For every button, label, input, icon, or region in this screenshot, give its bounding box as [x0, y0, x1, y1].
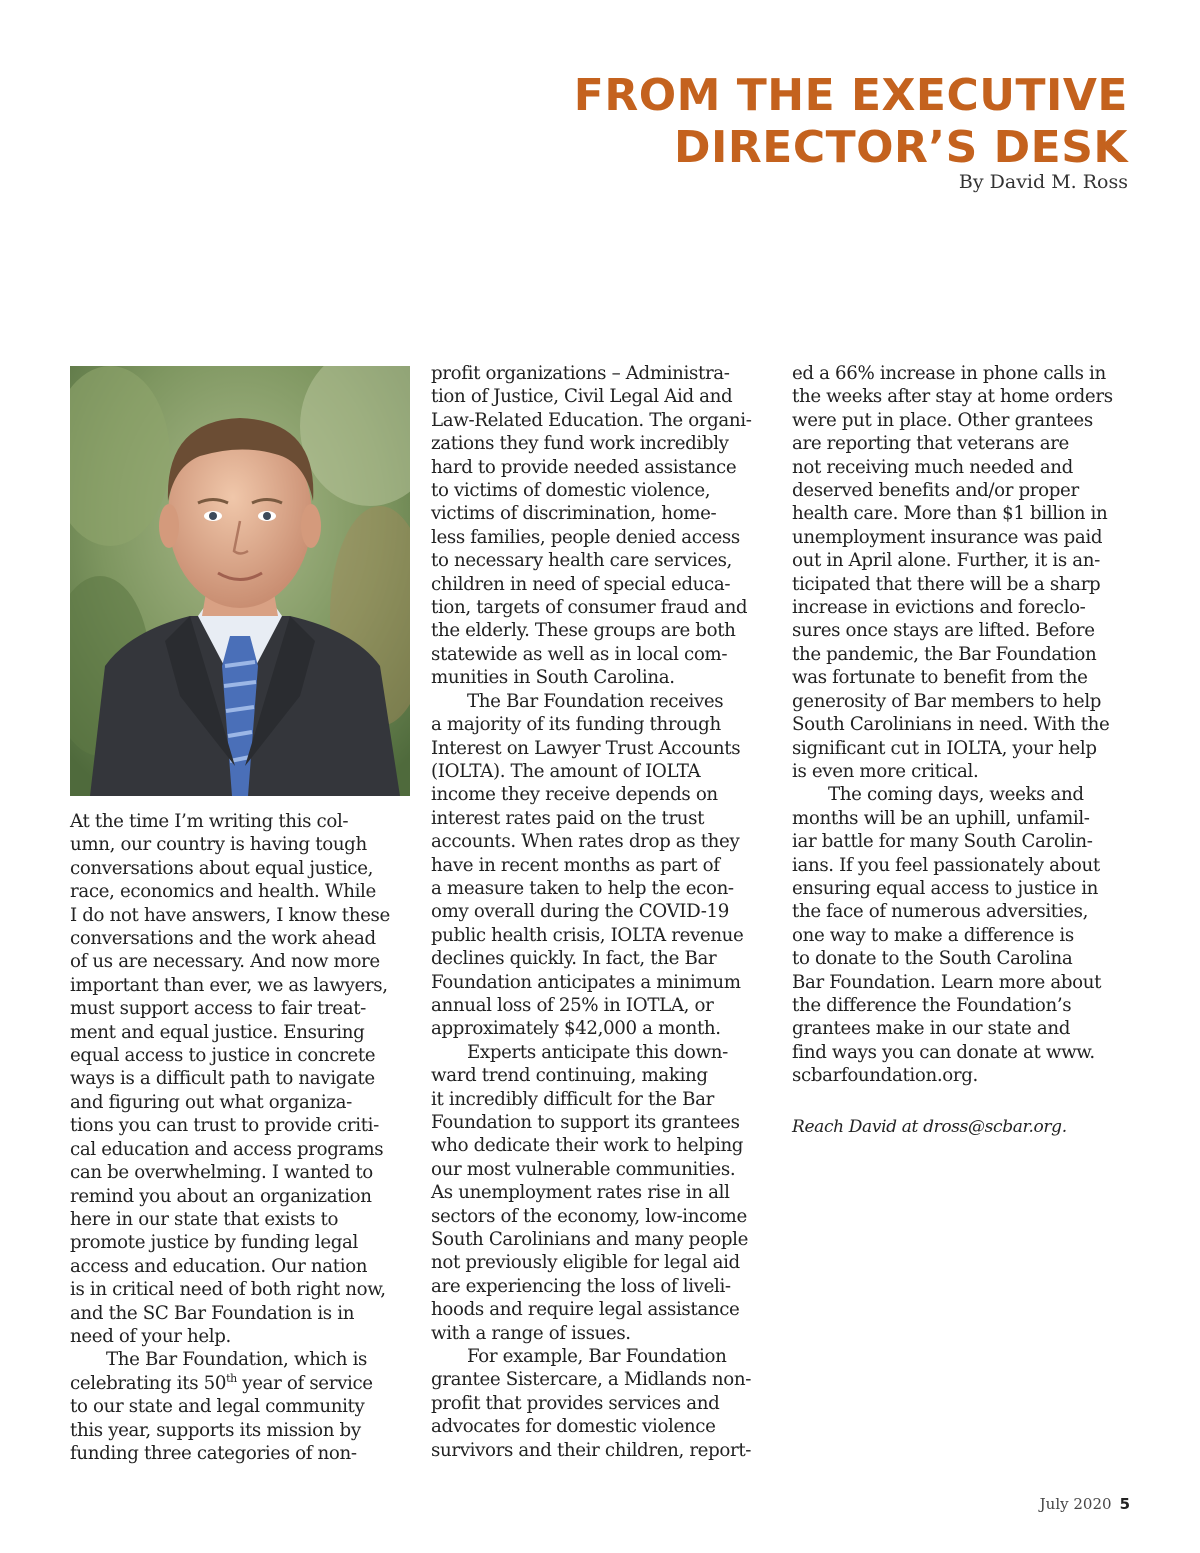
text-line: the pandemic, the Bar Foundation — [792, 643, 1097, 665]
author-photo — [70, 366, 410, 796]
text-line: have in recent months as part of — [431, 854, 720, 876]
text-line: ward trend continuing, making — [431, 1065, 708, 1087]
portrait-image — [70, 366, 410, 796]
article-column-2 — [431, 362, 776, 1462]
text-line: is even more critical. — [792, 760, 979, 782]
text-line: and figuring out what organiza- — [70, 1091, 352, 1113]
byline: By David M. Ross — [958, 171, 1128, 193]
paragraph — [431, 1041, 776, 1345]
text-line: omy overall during the COVID-19 — [431, 901, 729, 923]
text-line: The Bar Foundation receives — [467, 690, 724, 712]
text-line: conversations and the work ahead — [70, 928, 376, 950]
text-line: advocates for domestic violence — [431, 1416, 716, 1438]
text-line: of us are necessary. And now more — [70, 951, 380, 973]
text-line: statewide as well as in local com- — [431, 643, 728, 665]
paragraph — [70, 1348, 415, 1465]
text-line: unemployment insurance was paid — [792, 526, 1103, 548]
text-line: The coming days, weeks and — [828, 784, 1084, 806]
text-line: iar battle for many South Carolin- — [792, 831, 1093, 853]
text-line: Experts anticipate this down- — [467, 1041, 728, 1063]
text-line: The Bar Foundation, which is — [106, 1349, 368, 1371]
text-line: to our state and legal community — [70, 1396, 365, 1418]
page-title — [428, 70, 1128, 174]
text-line: to donate to the South Carolina — [792, 948, 1073, 970]
text-line: the elderly. These groups are both — [431, 620, 736, 642]
text-line: a majority of its funding through — [431, 714, 721, 736]
text-fragment: celebrating its 50 — [70, 1372, 227, 1394]
paragraph — [70, 810, 415, 1348]
text-line: umn, our country is having tough — [70, 834, 367, 856]
superscript: th — [226, 1371, 237, 1385]
issue-date: July 2020 — [1039, 1495, 1112, 1513]
text-line: Interest on Lawyer Trust Accounts — [431, 737, 741, 759]
text-line: must support access to fair treat- — [70, 998, 366, 1020]
text-line: important than ever, we as lawyers, — [70, 974, 388, 996]
text-line: approximately $42,000 a month. — [431, 1018, 721, 1040]
text-line: funding three categories of non- — [70, 1442, 357, 1464]
text-line: (IOLTA). The amount of IOLTA — [431, 760, 701, 782]
text-line: hoods and require legal assistance — [431, 1299, 740, 1321]
text-line: South Carolinians in need. With the — [792, 714, 1110, 736]
text-line: hard to provide needed assistance — [431, 456, 737, 478]
text-line: tion of Justice, Civil Legal Aid and — [431, 386, 733, 408]
article-column-1 — [70, 810, 415, 1465]
text-line: this year, supports its mission by — [70, 1419, 361, 1441]
text-line: to necessary health care services, — [431, 550, 732, 572]
paragraph — [792, 783, 1137, 1087]
page-footer — [1040, 1495, 1130, 1513]
author-contact: Reach David at dross@scbar.org. — [792, 1116, 1067, 1137]
text-line: out in April alone. Further, it is an- — [792, 550, 1100, 572]
text-line: need of your help. — [70, 1325, 231, 1347]
text-line: survivors and their children, report- — [431, 1439, 752, 1461]
title-line-1: FROM THE EXECUTIVE — [573, 70, 1128, 121]
text-line: was fortunate to benefit from the — [792, 667, 1088, 689]
text-line: South Carolinians and many people — [431, 1229, 749, 1251]
text-line: are experiencing the loss of liveli- — [431, 1275, 731, 1297]
text-line: not receiving much needed and — [792, 456, 1073, 478]
text-line: were put in place. Other grantees — [792, 409, 1093, 431]
text-line: tion, targets of consumer fraud and — [431, 597, 748, 619]
paragraph — [792, 362, 1137, 783]
text-line: significant cut in IOLTA, your help — [792, 737, 1097, 759]
text-line: one way to make a difference is — [792, 924, 1074, 946]
text-line: ians. If you feel passionately about — [792, 854, 1100, 876]
text-line: equal access to justice in concrete — [70, 1045, 376, 1067]
paragraph — [431, 1345, 776, 1462]
text-line: Bar Foundation. Learn more about — [792, 971, 1102, 993]
text-line: find ways you can donate at www. — [792, 1041, 1095, 1063]
article-header — [428, 70, 1128, 194]
text-line: grantee Sistercare, a Midlands non- — [431, 1369, 752, 1391]
text-line: and the SC Bar Foundation is in — [70, 1302, 355, 1324]
text-line: As unemployment rates rise in all — [431, 1182, 730, 1204]
text-line: grantees make in our state and — [792, 1018, 1070, 1040]
text-line: ment and equal justice. Ensuring — [70, 1021, 365, 1043]
text-line — [70, 1372, 415, 1395]
text-line: the difference the Foundation’s — [792, 994, 1072, 1016]
text-line: interest rates paid on the trust — [431, 807, 705, 829]
text-line: months will be an uphill, unfamil- — [792, 807, 1090, 829]
text-line: a measure taken to help the econ- — [431, 877, 734, 899]
text-line: less families, people denied access — [431, 526, 740, 548]
page-number: 5 — [1119, 1495, 1130, 1513]
text-line: is in critical need of both right now, — [70, 1279, 386, 1301]
text-line: scbarfoundation.org. — [792, 1065, 978, 1087]
text-line: For example, Bar Foundation — [467, 1346, 727, 1368]
text-line: can be overwhelming. I wanted to — [70, 1162, 373, 1184]
text-line: Foundation to support its grantees — [431, 1112, 740, 1133]
paragraph — [431, 362, 776, 690]
text-line: income they receive depends on — [431, 784, 718, 806]
text-line: promote justice by funding legal — [70, 1232, 359, 1254]
text-line: zations they fund work incredibly — [431, 433, 729, 455]
text-line: health care. More than $1 billion in — [792, 503, 1108, 525]
text-line: sectors of the economy, low-income — [431, 1205, 747, 1227]
text-line: declines quickly. In fact, the Bar — [431, 948, 717, 970]
text-fragment: year of service — [236, 1372, 373, 1394]
text-line: here in our state that exists to — [70, 1208, 339, 1230]
text-line: the face of numerous adversities, — [792, 901, 1089, 923]
text-line: accounts. When rates drop as they — [431, 831, 740, 853]
text-line: not previously eligible for legal aid — [431, 1252, 740, 1274]
text-line: profit that provides services and — [431, 1392, 720, 1414]
text-line: race, economics and health. While — [70, 881, 376, 903]
text-line: conversations about equal justice, — [70, 857, 374, 879]
text-line: with a range of issues. — [431, 1322, 631, 1344]
text-line: who dedicate their work to helping — [431, 1135, 744, 1157]
text-line: it incredibly difficult for the Bar — [431, 1088, 714, 1110]
text-line: the weeks after stay at home orders — [792, 386, 1113, 408]
text-line: ed a 66% increase in phone calls in — [792, 363, 1106, 384]
text-line: tions you can trust to provide criti- — [70, 1115, 379, 1137]
text-line: profit organizations – Administra- — [431, 363, 730, 384]
text-line: I do not have answers, I know these — [70, 904, 390, 926]
text-line: munities in South Carolina. — [431, 667, 675, 689]
text-line: victims of discrimination, home- — [431, 503, 717, 525]
article-column-3 — [792, 362, 1137, 1139]
text-line: annual loss of 25% in IOTLA, or — [431, 994, 714, 1016]
text-line: public health crisis, IOLTA revenue — [431, 924, 744, 946]
text-line: are reporting that veterans are — [792, 433, 1069, 455]
text-line: our most vulnerable communities. — [431, 1158, 736, 1180]
text-line: children in need of special educa- — [431, 573, 731, 595]
text-line: ensuring equal access to justice in — [792, 877, 1099, 899]
title-line-2: DIRECTOR’S DESK — [673, 122, 1128, 173]
text-line: increase in evictions and foreclo- — [792, 597, 1086, 619]
text-line: deserved benefits and/or proper — [792, 480, 1079, 502]
text-line: ways is a difficult path to navigate — [70, 1068, 375, 1090]
text-line: to victims of domestic violence, — [431, 480, 711, 502]
text-line: sures once stays are lifted. Before — [792, 620, 1095, 642]
text-line: ticipated that there will be a sharp — [792, 573, 1101, 595]
text-line: Law-Related Education. The organi- — [431, 409, 752, 431]
paragraph — [431, 690, 776, 1041]
text-line: access and education. Our nation — [70, 1255, 368, 1277]
text-line: remind you about an organization — [70, 1185, 372, 1207]
text-line: Foundation anticipates a minimum — [431, 971, 741, 993]
text-line: cal education and access programs — [70, 1138, 384, 1160]
text-line: generosity of Bar members to help — [792, 690, 1102, 712]
text-line: At the time I’m writing this col- — [70, 811, 349, 832]
